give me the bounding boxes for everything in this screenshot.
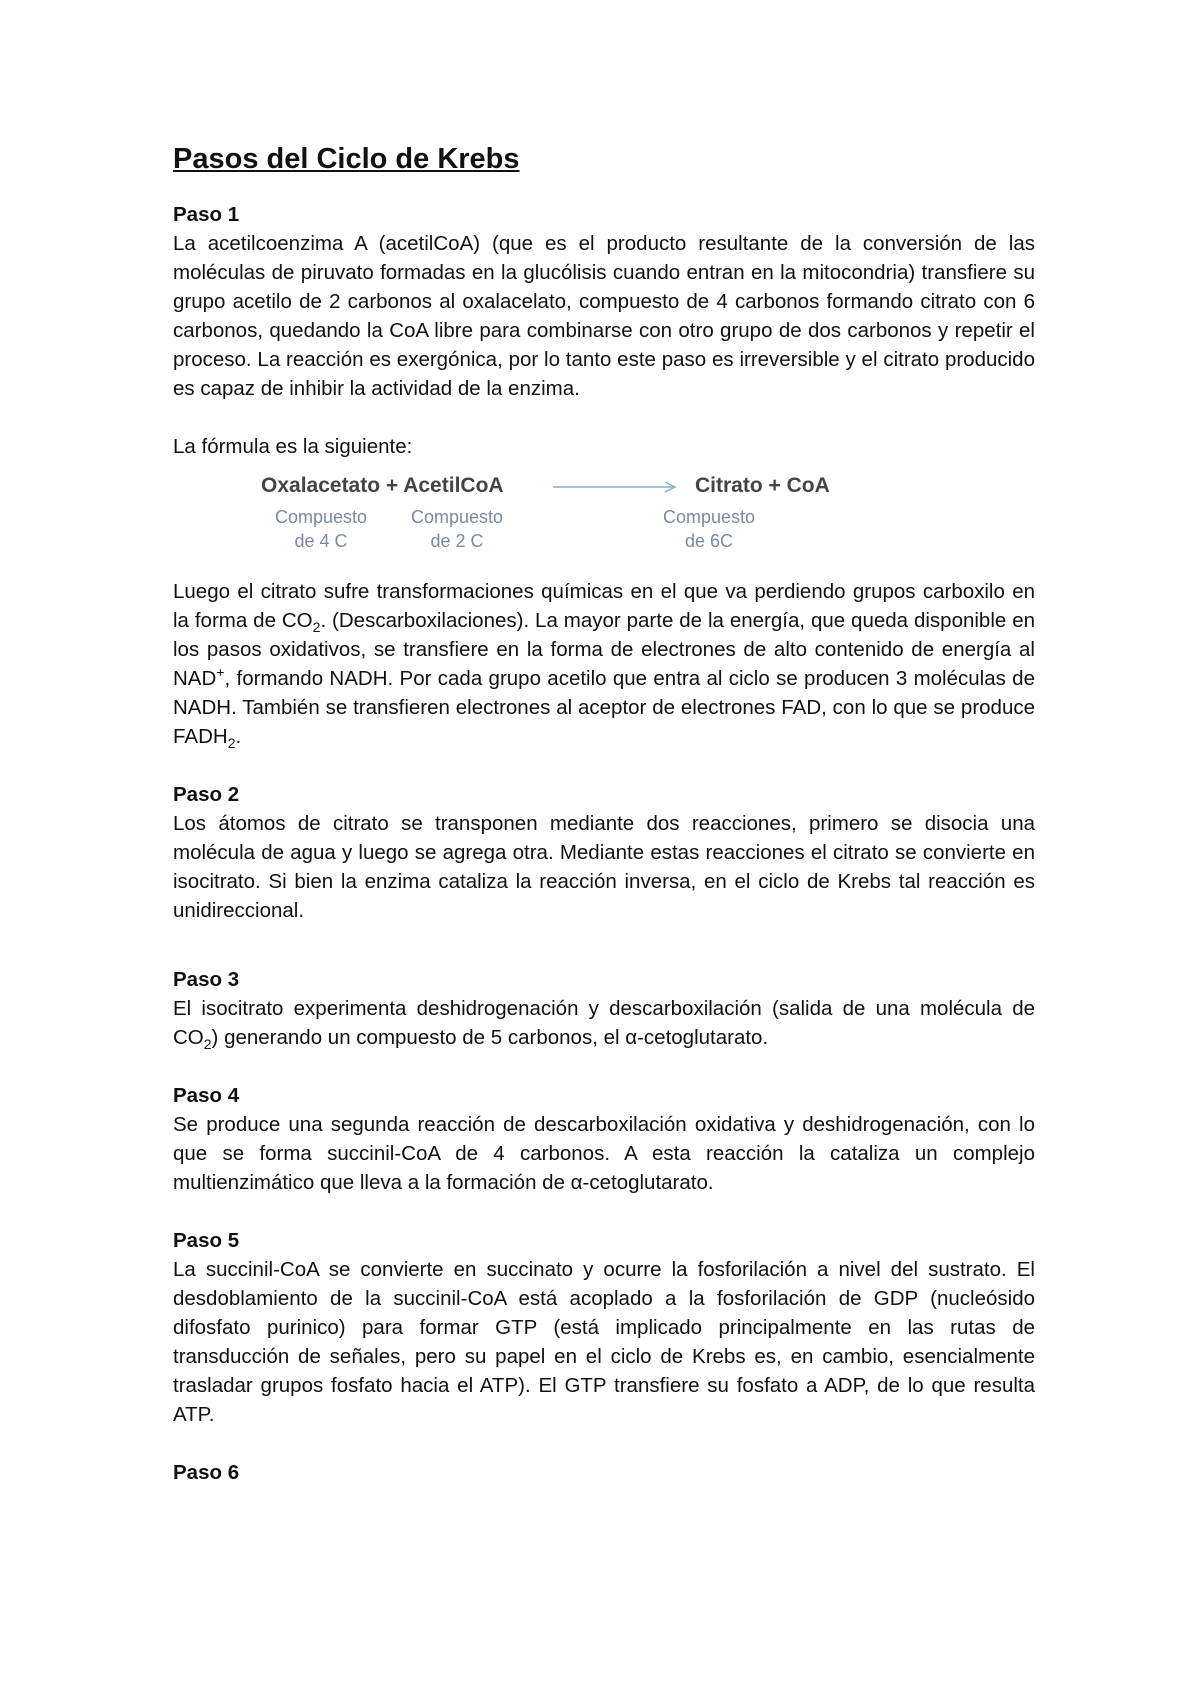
subscript: 2 <box>312 619 321 636</box>
paso2-text: Los átomos de citrato se transponen mediante dos reacciones, primero se disocia una molécula de agua y luego se agrega otra. Mediante estas reacciones el citrato se convierte en isocitrato. Si bien la enzima cataliza la reacción inversa, en el ciclo de Krebs tal reacción es unidireccional. <box>173 812 1035 922</box>
formula-sub-line: de 6C <box>684 531 734 551</box>
text-run: El isocitrato experimenta deshidrogenación y descarboxilación (salida de una molécula de CO <box>173 997 1035 1049</box>
formula-right: Citrato + CoA <box>695 474 830 497</box>
subscript: 2 <box>203 1036 212 1053</box>
paso1-heading: Paso 1 <box>173 203 240 226</box>
text-run: . (Descarboxilaciones). La mayor parte de la energía, que queda disponible en los pasos oxidativos, se transfiere en la forma de electrones de alto contenido de energía al NAD <box>173 609 1036 690</box>
paso1-after-text <box>173 577 1035 751</box>
formula-sub-line: de 4 C <box>294 531 348 551</box>
paso4-heading: Paso 4 <box>173 1084 240 1107</box>
paso4-text: Se produce una segunda reacción de descarboxilación oxidativa y deshidrogenación, con lo que se forma succinil-CoA de 4 carbonos. A esta reacción la cataliza un complejo multienzimático que lleva a la formación de α-cetoglutarato. <box>173 1113 1035 1194</box>
text-run: Luego el citrato sufre transformaciones químicas en el que va perdiendo grupos carboxilo en la forma de CO <box>173 580 1035 632</box>
paso6-heading: Paso 6 <box>173 1461 240 1484</box>
paso5-heading: Paso 5 <box>173 1229 240 1252</box>
arrow-icon <box>553 481 679 493</box>
text-run: . <box>235 725 242 748</box>
text-run: , formando NADH. Por cada grupo acetilo que entra al ciclo se producen 3 moléculas de NADH. También se transfieren electrones al aceptor de electrones FAD, con lo que se produce FADH <box>173 667 1035 748</box>
text-run: ) generando un compuesto de 5 carbonos, el α-cetoglutarato. <box>211 1026 769 1049</box>
formula-sub-line: Compuesto <box>274 507 368 527</box>
page-title: Pasos del Ciclo de Krebs <box>173 143 520 175</box>
paso3-text <box>173 994 1035 1052</box>
paso3-heading: Paso 3 <box>173 968 240 991</box>
paso1-text: La acetilcoenzima A (acetilCoA) (que es el producto resultante de la conversión de las moléculas de piruvato formadas en la glucólisis cuando entran en la mitocondria) transfiere su grupo acetilo de 2 carbonos al oxalacelato, compuesto de 4 carbonos formando citrato con 6 carbonos, quedando la CoA libre para combinarse con otro grupo de dos carbonos y repetir el proceso. La reacción es exergónica, por lo tanto este paso es irreversible y el citrato producido es capaz de inhibir la actividad de la enzima. <box>173 232 1035 400</box>
formula-sub-line: Compuesto <box>662 507 756 527</box>
subscript: 2 <box>227 735 236 752</box>
formula-left: Oxalacetato + AcetilCoA <box>261 474 504 497</box>
formula-intro: La fórmula es la siguiente: <box>173 435 413 458</box>
formula-sub-citrato <box>651 505 767 553</box>
paso2-heading: Paso 2 <box>173 783 240 806</box>
document-page <box>173 140 1035 1487</box>
formula-figure <box>173 471 1035 561</box>
formula-sub-line: Compuesto <box>410 507 504 527</box>
formula-sub-line: de 2 C <box>430 531 484 551</box>
formula-sub-oxalacetato <box>263 505 379 553</box>
paso5-text: La succinil-CoA se convierte en succinato y ocurre la fosforilación a nivel del sustrato. El desdoblamiento de la succinil-CoA está acoplado a la fosforilación de GDP (nucleósido difosfato purinico) para formar GTP (está implicado principalmente en las rutas de transducción de señales, pero su papel en el ciclo de Krebs es, en cambio, esencialmente trasladar grupos fosfato hacia el ATP). El GTP transfiere su fosfato a ADP, de lo que resulta ATP. <box>173 1258 1035 1426</box>
formula-sub-acetilcoa <box>399 505 515 553</box>
superscript: + <box>216 664 225 681</box>
